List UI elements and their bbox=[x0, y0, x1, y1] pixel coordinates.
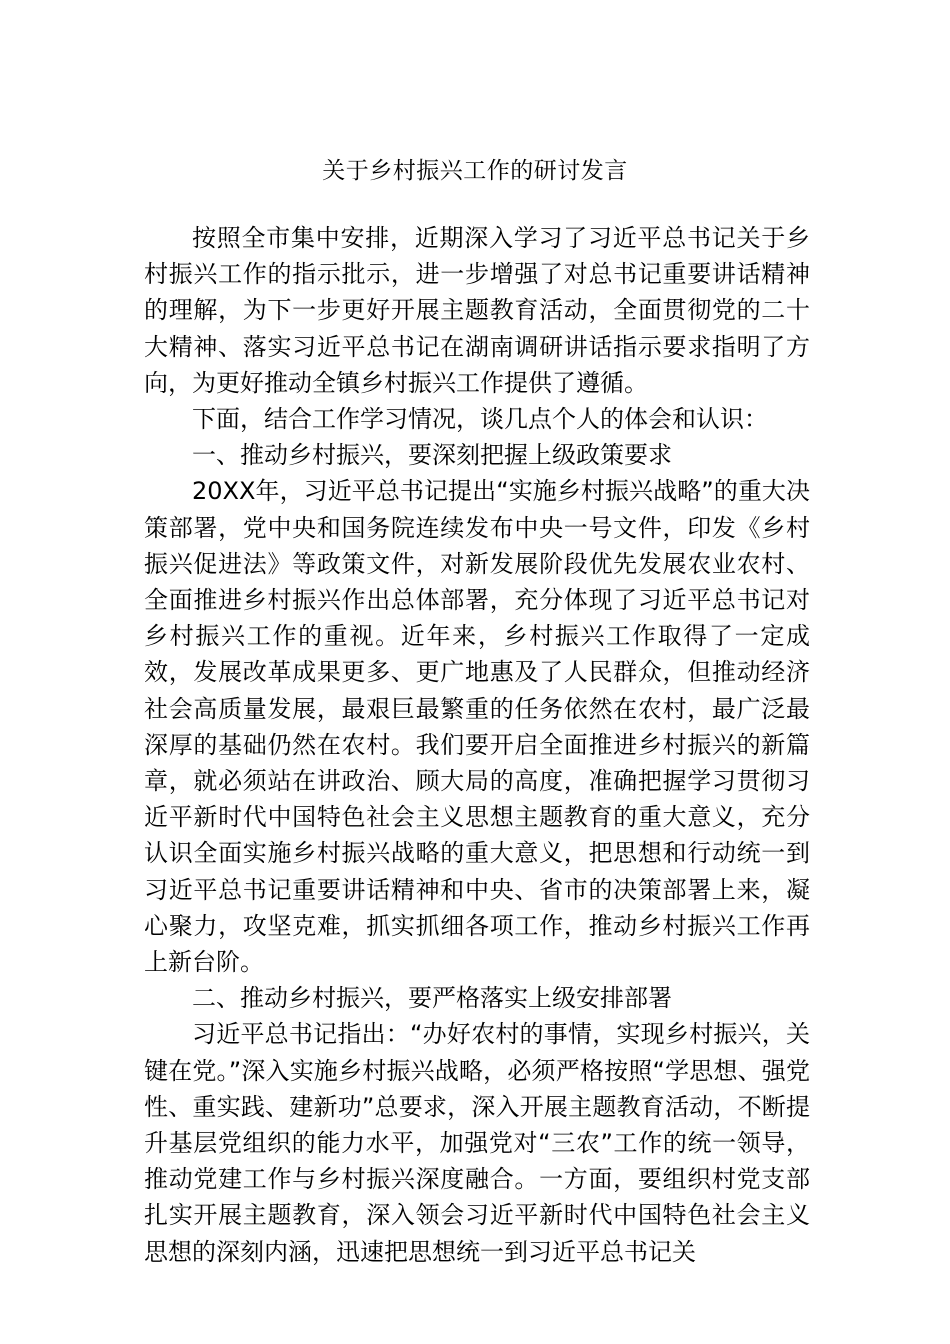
document-title: 关于乡村振兴工作的研讨发言 bbox=[322, 158, 628, 184]
paragraph-section-1: 20XX年，习近平总书记提出“实施乡村振兴战略”的重大决策部署，党中央和国务院连续发布中央一号文件，印发《乡村振兴促进法》等政策文件，对新发展阶段优先发展农业农村、全面推进乡村振兴作出总体部署，充分体现了习近平总书记对乡村振兴工作的重视。近年来，乡村振兴工作取得了一定成效，发展改革成果更多、更广地惠及了人民群众，但推动经济社会高质量发展，最艰巨最繁重的任务依然在农村，最广泛最深厚的基础仍然在农村。我们要开启全面推进乡村振兴的新篇章，就必须站在讲政治、顾大局的高度，准确把握学习贯彻习近平新时代中国特色社会主义思想主题教育的重大意义，充分认识全面实施乡村振兴战略的重大意义，把思想和行动统一到习近平总书记重要讲话精神和中央、省市的决策部署上来，凝心聚力，攻坚克难，抓实抓细各项工作，推动乡村振兴工作再上新台阶。 bbox=[144, 477, 810, 977]
paragraph-intro: 按照全市集中安排，近期深入学习了习近平总书记关于乡村振兴工作的指示批示，进一步增强了对总书记重要讲话精神的理解，为下一步更好开展主题教育活动，全面贯彻党的二十大精神、落实习近平总书记在湖南调研讲话指示要求指明了方向，为更好推动全镇乡村振兴工作提供了遵循。 bbox=[144, 224, 810, 397]
document-body bbox=[144, 220, 810, 1270]
paragraph-section-2: 习近平总书记指出：“办好农村的事情，实现乡村振兴，关键在党。”深入实施乡村振兴战略，必须严格按照“学思想、强党性、重实践、建新功”总要求，深入开展主题教育活动，不断提升基层党组织的能力水平，加强党对“三农”工作的统一领导，推动党建工作与乡村振兴深度融合。一方面，要组织村党支部扎实开展主题教育，深入领会习近平新时代中国特色社会主义思想的深刻内涵，迅速把思想统一到习近平总书记关 bbox=[144, 1020, 810, 1266]
section-heading-1: 一、推动乡村振兴，要深刻把握上级政策要求 bbox=[192, 441, 672, 470]
section-heading-2: 二、推动乡村振兴，要严格落实上级安排部署 bbox=[192, 984, 672, 1013]
paragraph-lead-in: 下面，结合工作学习情况，谈几点个人的体会和认识： bbox=[192, 405, 768, 434]
